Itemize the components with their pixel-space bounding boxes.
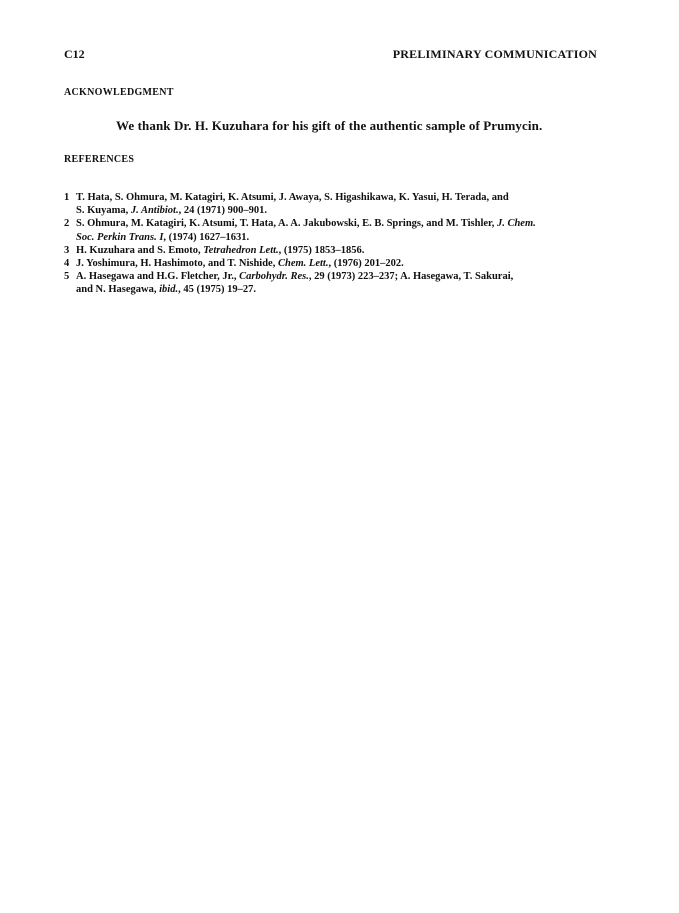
journal-title: Soc. Perkin Trans. I xyxy=(76,231,164,243)
reference-text: A. Hasegawa and H.G. Fletcher, Jr., xyxy=(76,271,240,283)
journal-title: ibid. xyxy=(159,284,179,296)
reference-item xyxy=(64,217,604,243)
reference-text: , (1976) 201–202. xyxy=(328,258,404,270)
reference-text: , 45 (1975) 19–27. xyxy=(178,284,256,296)
reference-list xyxy=(64,191,604,297)
reference-text: , 29 (1973) 223–237; A. Hasegawa, T. Sakurai, xyxy=(308,271,514,283)
journal-title: Chem. Lett. xyxy=(277,258,329,270)
running-head: PRELIMINARY COMMUNICATION xyxy=(392,47,597,61)
reference-line xyxy=(76,191,604,204)
references-heading: REFERENCES xyxy=(64,154,135,165)
page-header xyxy=(64,47,597,63)
reference-text: , (1975) 1853–1856. xyxy=(278,244,365,256)
reference-line xyxy=(76,204,604,217)
journal-title: Carbohydr. Res. xyxy=(239,271,309,283)
journal-title: J. Chem. xyxy=(496,218,536,230)
reference-text: T. Hata, S. Ohmura, M. Katagiri, K. Atsumi, J. Awaya, S. Higashikawa, K. Yasui, H. Terada, and xyxy=(76,192,509,203)
reference-item xyxy=(64,244,604,257)
reference-number: 4 xyxy=(64,258,70,270)
reference-number: 1 xyxy=(64,192,70,203)
reference-text: S. Ohmura, M. Katagiri, K. Atsumi, T. Hata, A. A. Jakubowski, E. B. Springs, and M. Tishler, xyxy=(76,218,497,230)
reference-number: 5 xyxy=(64,271,70,283)
reference-line xyxy=(76,257,604,270)
reference-number: 3 xyxy=(64,244,70,256)
reference-line xyxy=(76,270,604,283)
reference-item xyxy=(64,191,604,217)
reference-line xyxy=(76,283,604,296)
reference-text: , 24 (1971) 900–901. xyxy=(178,205,267,217)
reference-text: J. Yoshimura, H. Hashimoto, and T. Nishide, xyxy=(76,258,278,270)
reference-text: and N. Hasegawa, xyxy=(76,284,160,296)
journal-title: Tetrahedron Lett. xyxy=(203,244,279,256)
page-number: C12 xyxy=(64,47,85,61)
reference-line xyxy=(76,244,604,257)
reference-text: H. Kuzuhara and S. Emoto, xyxy=(76,244,204,256)
acknowledgment-heading: ACKNOWLEDGMENT xyxy=(64,87,174,98)
reference-text: , (1974) 1627–1631. xyxy=(163,231,250,243)
acknowledgment-text: We thank Dr. H. Kuzuhara for his gift of the authentic sample of Prumycin. xyxy=(116,118,543,133)
reference-item xyxy=(64,270,604,296)
reference-line xyxy=(76,231,604,244)
reference-number: 2 xyxy=(64,218,70,230)
journal-title: J. Antibiot. xyxy=(130,205,179,217)
reference-text: S. Kuyama, xyxy=(76,205,131,217)
reference-item xyxy=(64,257,604,270)
reference-line xyxy=(76,217,604,230)
